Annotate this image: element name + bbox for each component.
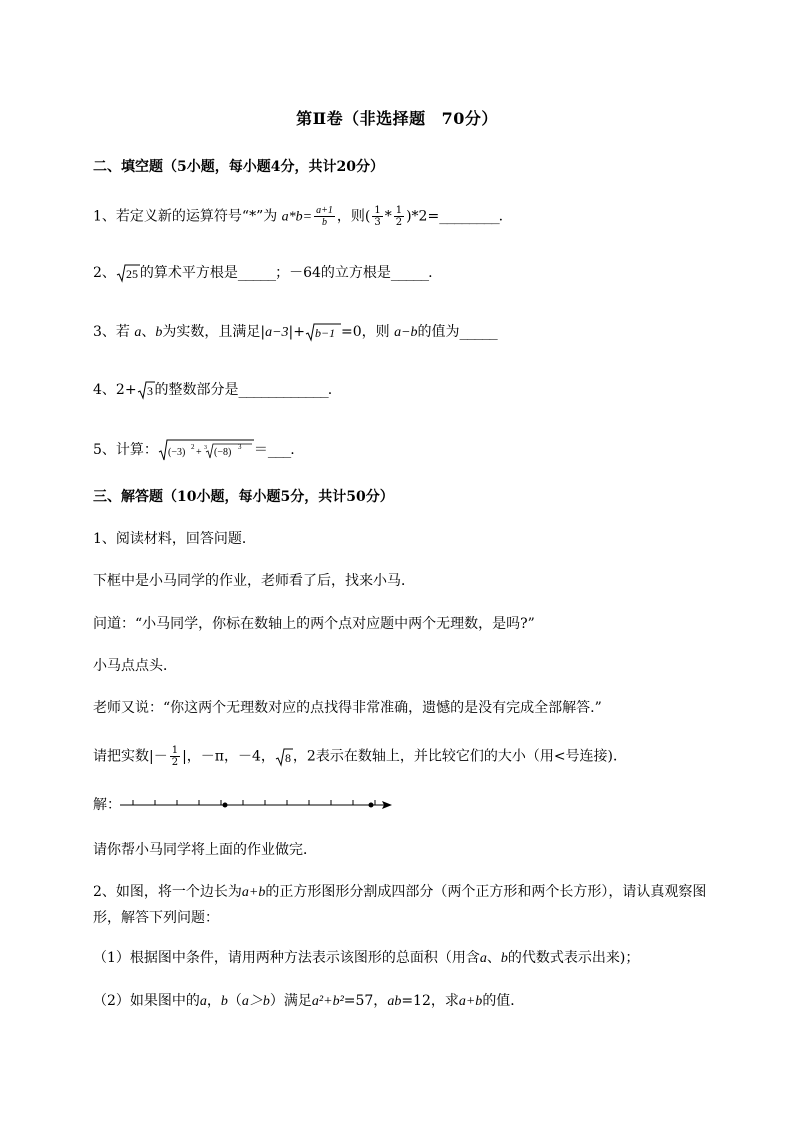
svg-text:3: 3: [237, 443, 242, 451]
answer-blank[interactable]: _____: [390, 265, 429, 281]
question-2-3: 3、若 a、b为实数，且满足|a−3|+ b−1 =0，则 a−b的值为_____: [93, 324, 497, 340]
section-fill-in-header: 二、填空题（5小题，每小题4分，共计20分）: [93, 159, 384, 175]
solution-label: 解：: [93, 797, 121, 813]
question-3-1-line-6: 请把实数|－ $\frac{1}{2}$ |，－π，－4， 8 ，2表示在数轴上，并比较它们的大小（用<号连接)．: [93, 745, 628, 768]
number-line-svg: [118, 795, 398, 815]
number-line-ticks: [133, 800, 375, 805]
question-3-1-line-1: 1、阅读材料，回答问题．: [93, 531, 256, 547]
question-3-2-line-1: 2、如图，将一个边长为a+b的正方形图形分割成四部分（两个正方形和两个长方形），请认真观察图: [93, 884, 707, 900]
question-2-4: 4、2+ 3 的整数部分是____________.: [93, 382, 333, 398]
number-line-figure: [118, 795, 398, 819]
svg-text:25: 25: [125, 267, 138, 281]
sqrt-symbol: [116, 263, 140, 283]
question-3-1-line-2: 下框中是小马同学的作业，老师看了后，找来小马．: [93, 573, 415, 589]
svg-text:3: 3: [146, 384, 153, 398]
nested-radical-expression: [158, 438, 254, 462]
fraction: $\frac{1}{2}$: [395, 205, 403, 228]
svg-text:+: +: [195, 447, 202, 458]
title-score: 70分）: [441, 109, 498, 128]
question-3-2-part-2: （2）如果图中的a，b（a＞b）满足a²+b²=57，ab=12，求a+b的值．: [93, 993, 525, 1009]
question-3-2-part-1: （1）根据图中条件，请用两种方法表示该图形的总面积（用含a、b的代数式表示出来)；: [93, 950, 640, 966]
svg-text:(−3): (−3): [167, 447, 186, 458]
number-line-point: [223, 803, 228, 808]
question-3-1-line-4: 小马点点头．: [93, 658, 177, 674]
answer-blank[interactable]: ____________: [238, 382, 328, 398]
question-2-1: 1、若定义新的运算符号“*”为 a*b= $\frac{a+1}{b}$ ，则( $\frac{1}{3}$ * $\frac{1}{2}$ )*2=________.: [93, 205, 504, 228]
answer-blank[interactable]: ________: [439, 208, 499, 225]
answer-blank[interactable]: ___: [267, 442, 291, 458]
question-2-2: 2、 25 的算术平方根是_____；－64的立方根是_____.: [93, 265, 433, 281]
question-2-5: 5、计算： (−3) 2 + 3 (−8) 3 ＝___.: [93, 438, 295, 462]
question-3-1-line-5: 老师又说：“你这两个无理数对应的点找得非常准确，遗憾的是没有完成全部解答.”: [93, 700, 602, 716]
svg-text:2: 2: [190, 443, 195, 451]
sqrt-symbol: [137, 380, 155, 400]
question-3-1-line-3: 问道：“小马同学，你标在数轴上的两个点对应题中两个无理数，是吗?”: [93, 616, 535, 632]
question-3-1-line-7: 请你帮小马同学将上面的作业做完．: [93, 842, 317, 858]
sqrt-symbol: [275, 747, 293, 767]
sqrt-symbol: [305, 322, 341, 342]
number-line-point: [369, 803, 374, 808]
title-main: 第Ⅱ卷（非选择题: [296, 109, 426, 128]
fraction: $\frac{a+1}{b}$: [316, 205, 333, 228]
svg-text:8: 8: [284, 750, 291, 765]
svg-text:3: 3: [203, 445, 207, 451]
answer-blank[interactable]: _____: [237, 265, 276, 281]
fraction: $\frac{1}{2}$: [171, 745, 179, 768]
paper-title: [0, 106, 794, 129]
section-solve-header: 三、解答题（10小题，每小题5分，共计50分）: [93, 489, 394, 505]
question-3-2-line-2: 形，解答下列问题：: [93, 910, 219, 926]
svg-text:b−1: b−1: [314, 326, 336, 340]
answer-blank[interactable]: _____: [459, 324, 497, 340]
fraction: $\frac{1}{3}$: [374, 205, 381, 228]
svg-text:(−8): (−8): [213, 447, 232, 458]
